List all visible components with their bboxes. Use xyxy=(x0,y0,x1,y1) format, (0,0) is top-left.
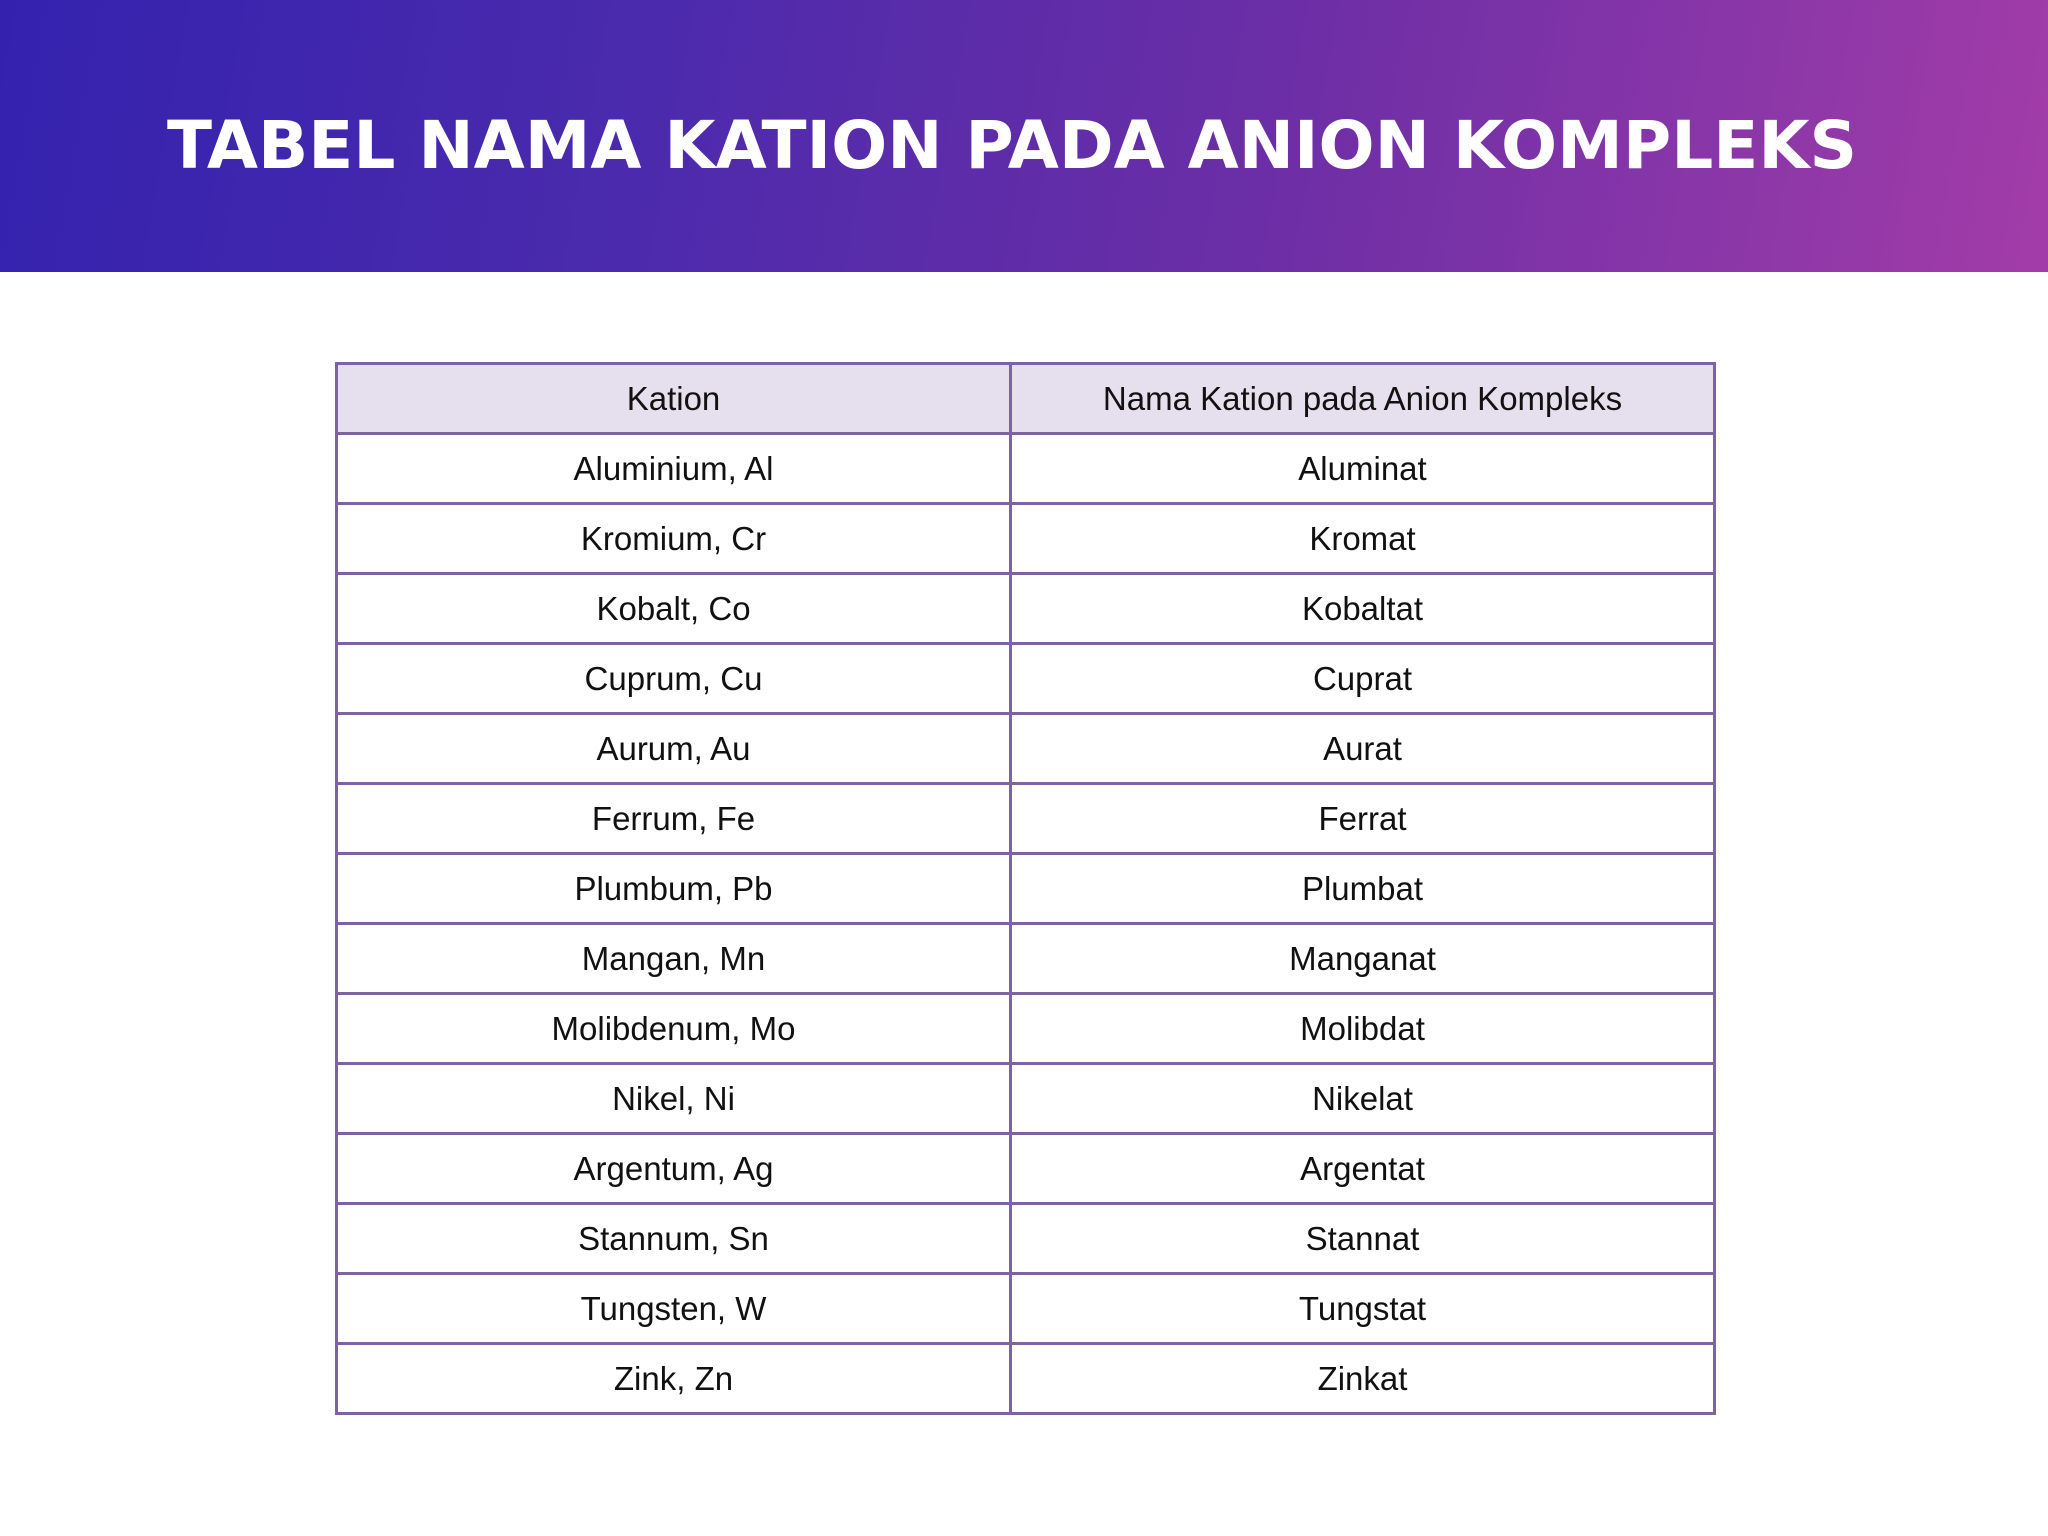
cell-nama-kation: Aluminat xyxy=(1011,434,1715,504)
cell-kation: Mangan, Mn xyxy=(337,924,1011,994)
cell-nama-kation: Kobaltat xyxy=(1011,574,1715,644)
table-row xyxy=(337,1204,1715,1274)
table-row xyxy=(337,784,1715,854)
cell-kation: Tungsten, W xyxy=(337,1274,1011,1344)
column-header-kation: Kation xyxy=(337,364,1011,434)
cell-nama-kation: Manganat xyxy=(1011,924,1715,994)
cell-nama-kation: Plumbat xyxy=(1011,854,1715,924)
table-row xyxy=(337,994,1715,1064)
table-row xyxy=(337,644,1715,714)
cell-nama-kation: Nikelat xyxy=(1011,1064,1715,1134)
cell-kation: Nikel, Ni xyxy=(337,1064,1011,1134)
table-row xyxy=(337,924,1715,994)
table-container xyxy=(335,362,1713,1415)
cell-nama-kation: Cuprat xyxy=(1011,644,1715,714)
page-title: TABEL NAMA KATION PADA ANION KOMPLEKS xyxy=(166,107,1858,184)
cell-kation: Stannum, Sn xyxy=(337,1204,1011,1274)
cell-kation: Argentum, Ag xyxy=(337,1134,1011,1204)
table-row xyxy=(337,1134,1715,1204)
table-row xyxy=(337,574,1715,644)
table-row xyxy=(337,1344,1715,1414)
table-row xyxy=(337,854,1715,924)
column-header-nama-kation: Nama Kation pada Anion Kompleks xyxy=(1011,364,1715,434)
table-row xyxy=(337,434,1715,504)
table-row xyxy=(337,714,1715,784)
cell-nama-kation: Tungstat xyxy=(1011,1274,1715,1344)
cell-kation: Plumbum, Pb xyxy=(337,854,1011,924)
cell-kation: Aurum, Au xyxy=(337,714,1011,784)
table-row xyxy=(337,1064,1715,1134)
cell-nama-kation: Stannat xyxy=(1011,1204,1715,1274)
cell-kation: Kromium, Cr xyxy=(337,504,1011,574)
cell-nama-kation: Zinkat xyxy=(1011,1344,1715,1414)
cell-kation: Zink, Zn xyxy=(337,1344,1011,1414)
table-row xyxy=(337,1274,1715,1344)
cell-nama-kation: Ferrat xyxy=(1011,784,1715,854)
cell-kation: Kobalt, Co xyxy=(337,574,1011,644)
table-header-row xyxy=(337,364,1715,434)
title-banner xyxy=(0,0,2048,272)
cell-kation: Molibdenum, Mo xyxy=(337,994,1011,1064)
cation-table xyxy=(335,362,1716,1415)
cell-nama-kation: Aurat xyxy=(1011,714,1715,784)
cell-kation: Cuprum, Cu xyxy=(337,644,1011,714)
cell-kation: Aluminium, Al xyxy=(337,434,1011,504)
cell-nama-kation: Molibdat xyxy=(1011,994,1715,1064)
cell-nama-kation: Argentat xyxy=(1011,1134,1715,1204)
table-row xyxy=(337,504,1715,574)
cell-kation: Ferrum, Fe xyxy=(337,784,1011,854)
cell-nama-kation: Kromat xyxy=(1011,504,1715,574)
